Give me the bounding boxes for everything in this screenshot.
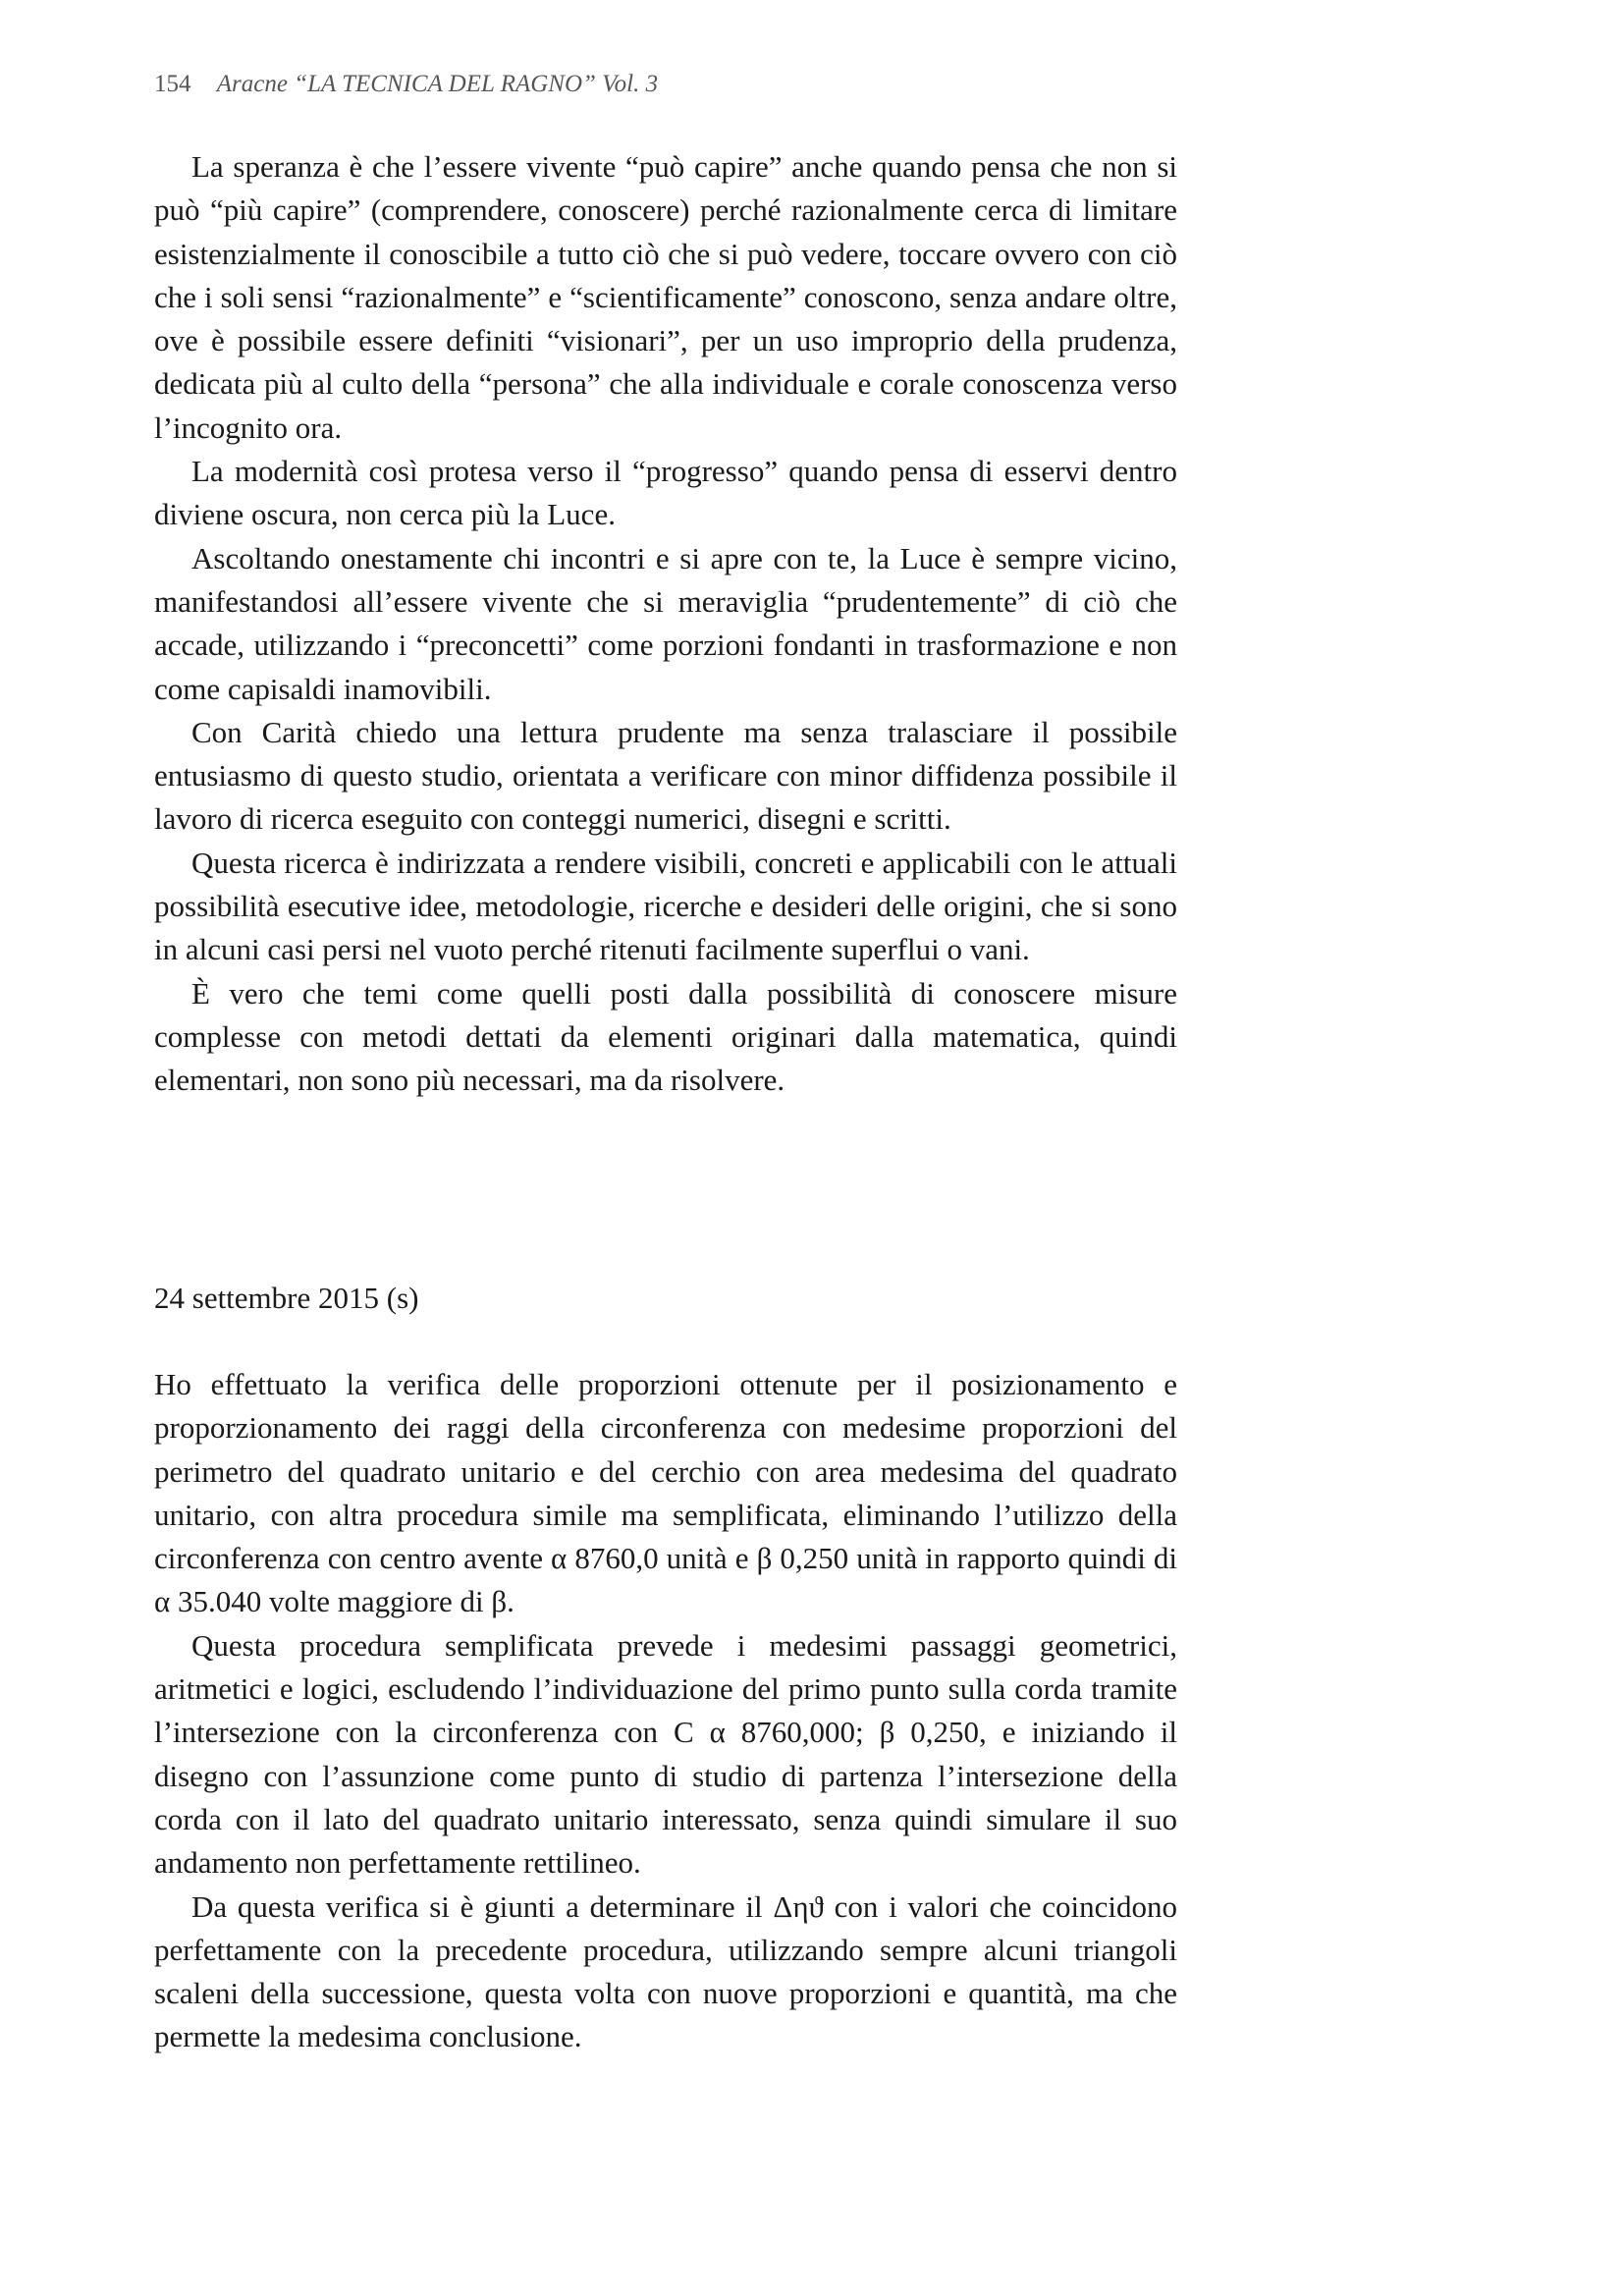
date-heading-block: [154, 1277, 1177, 1320]
paragraph: Ho effettuato la verifica delle proporzioni ottenute per il posizionamento e proporzionamento dei raggi della circonferenza con medesime proporzioni del perimetro del quadrato unitario e del cerchio con area medesima del quadrato unitario, con altra procedura simile ma semplificata, eliminando l’utilizzo della circonferenza con centro avente α 8760,0 unità e β 0,250 unità in rapporto quindi di α 35.040 volte maggiore di β.: [154, 1367, 1177, 1619]
paragraph: La modernità così protesa verso il “progresso” quando pensa di esservi dentro diviene oscura, non cerca più la Luce.: [154, 454, 1177, 532]
date-heading: 24 settembre 2015 (s): [154, 1281, 419, 1315]
paragraph: Con Carità chiedo una lettura prudente ma senza tralasciare il possibile entusiasmo di questo studio, orientata a verificare con minor diffidenza possibile il lavoro di ricerca eseguito con conteggi numerici, disegni e scritti.: [154, 714, 1177, 837]
paragraph: È vero che temi come quelli posti dalla possibilità di conoscere misure complesse con metodi dettati da elementi originari dalla matematica, quindi elementari, non sono più necessari, ma da risolvere.: [154, 975, 1177, 1098]
paragraph: Questa procedura semplificata prevede i medesimi passaggi geometrici, aritmetici e logici, escludendo l’individuazione del primo punto sulla corda tramite l’intersezione con la circonferenza con C α 8760,000; β 0,250, e iniziando il disegno con l’assunzione come punto di studio di partenza l’intersezione della corda con il lato del quadrato unitario interessato, senza quindi simulare il suo andamento non perfettamente rettilineo.: [154, 1627, 1177, 1881]
running-head: [154, 71, 658, 98]
section-intro: [154, 145, 1177, 1103]
paragraph: Questa ricerca è indirizzata a rendere visibili, concreti e applicabili con le attuali possibilità esecutive idee, metodologie, ricerche e desideri delle origini, che si sono in alcuni casi persi nel vuoto perché ritenuti facilmente superflui o vani.: [154, 845, 1177, 967]
running-title: Aracne “LA TECNICA DEL RAGNO” Vol. 3: [216, 71, 659, 97]
paragraph: La speranza è che l’essere vivente “può capire” anche quando pensa che non si può “più capire” (comprendere, conoscere) perché razionalmente cerca di limitare esistenzialmente il conoscibile a tutto ciò che si può vedere, toccare ovvero con ciò che i soli sensi “razionalmente” e “scientificamente” conoscono, senza andare oltre, ove è possibile essere definiti “visionari”, per un uso improprio della prudenza, dedicata più al culto della “persona” che alla individuale e corale conoscenza verso l’incognito ora.: [154, 149, 1177, 445]
page-number: 154: [154, 71, 191, 97]
paragraph: Ascoltando onestamente chi incontri e si apre con te, la Luce è sempre vicino, manifestandosi all’essere vivente che si meraviglia “prudentemente” di ciò che accade, utilizzando i “preconcetti” come porzioni fondanti in trasformazione e non come capisaldi inamovibili.: [154, 540, 1177, 706]
section-verification: [154, 1363, 1177, 2059]
paragraph: Da questa verifica si è giunti a determinare il Δηϑ con i valori che coincidono perfettamente con la precedente procedura, utilizzando sempre alcuni triangoli scaleni della successione, questa volta con nuove proporzioni e quantità, ma che permette la medesima conclusione.: [154, 1888, 1177, 2054]
